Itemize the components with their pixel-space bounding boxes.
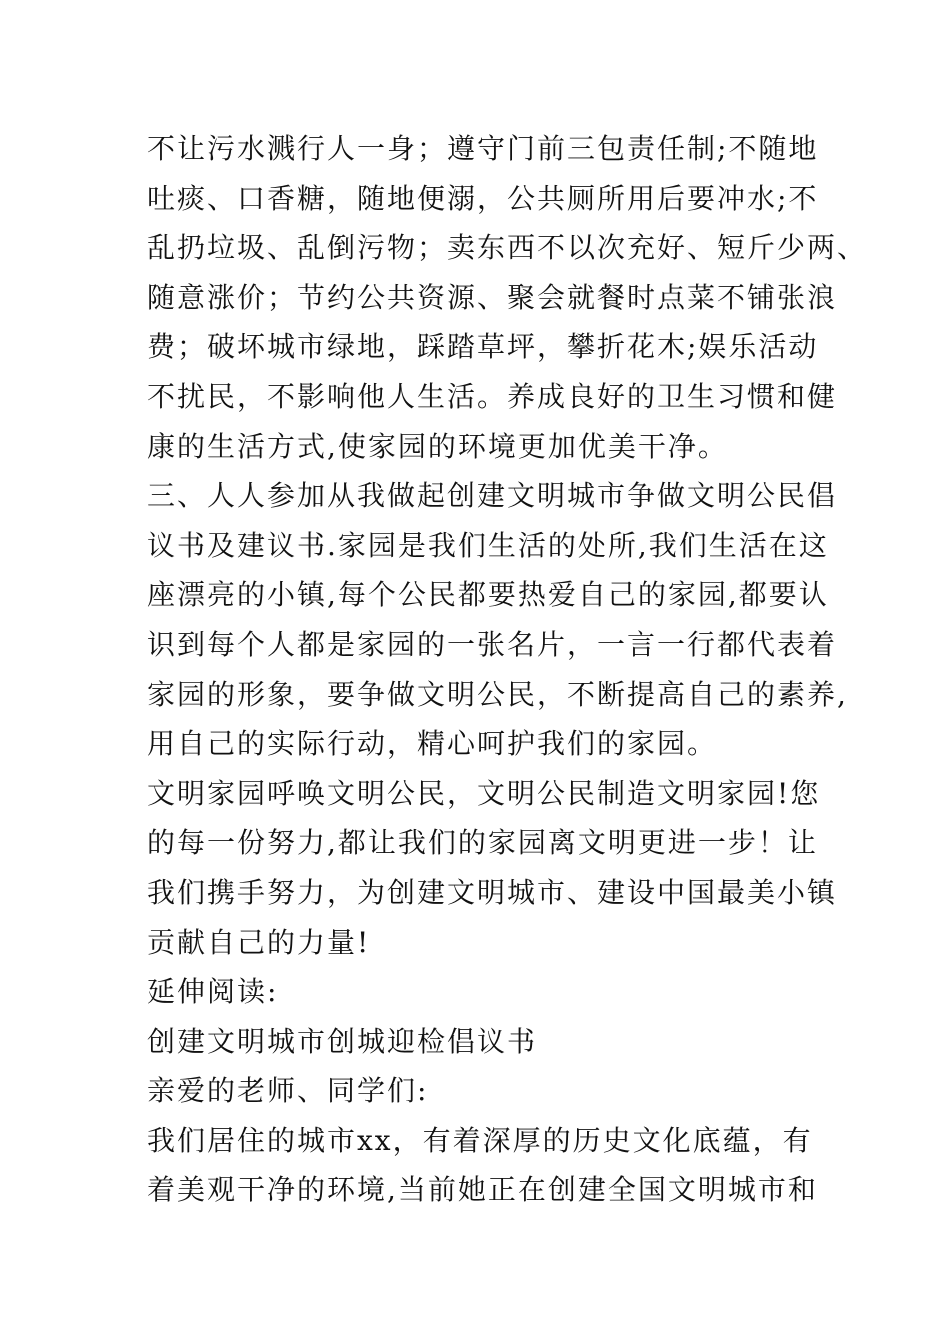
text-line: 康的生活方式,使家园的环境更加优美干净。: [147, 429, 728, 463]
text-line: 识到每个人都是家园的一张名片，一言一行都代表着: [147, 627, 838, 661]
text-line: 我们居住的城市xx，有着深厚的历史文化底蕴，有: [147, 1123, 813, 1157]
text-line: 随意涨价；节约公共资源、聚会就餐时点菜不铺张浪: [147, 280, 838, 314]
text-line: 议书及建议书.家园是我们生活的处所,我们生活在这: [147, 528, 829, 562]
text-line: 费；破坏城市绿地，踩踏草坪，攀折花木;娱乐活动: [147, 330, 819, 364]
text-line: 着美观干净的环境,当前她正在创建全国文明城市和: [147, 1173, 818, 1207]
salutation: 亲爱的老师、同学们:: [147, 1074, 429, 1108]
article-title: 创建文明城市创城迎检倡议书: [147, 1024, 538, 1058]
text-line: 不让污水溅行人一身；遵守门前三包责任制;不随地: [147, 132, 819, 165]
text-line: 不扰民，不影响他人生活。养成良好的卫生习惯和健: [147, 379, 838, 413]
text-line: 乱扔垃圾、乱倒污物；卖东西不以次充好、短斤少两、: [147, 231, 868, 265]
extended-reading-label: 延伸阅读:: [147, 975, 279, 1009]
text-line: 贡献自己的力量!: [147, 925, 371, 959]
text-line: 用自己的实际行动，精心呵护我们的家园。: [147, 727, 718, 761]
document-body: [147, 124, 868, 1215]
section-heading-line: 三、人人参加从我做起创建文明城市争做文明公民倡: [147, 479, 838, 513]
text-line: 座漂亮的小镇,每个公民都要热爱自己的家园,都要认: [147, 578, 829, 612]
text-line: 文明家园呼唤文明公民，文明公民制造文明家园!您: [147, 776, 821, 810]
text-line: 家园的形象，要争做文明公民，不断提高自己的素养,: [147, 677, 848, 711]
text-line: 的每一份努力,都让我们的家园离文明更进一步！让: [147, 826, 818, 860]
text-line: 我们携手努力，为创建文明城市、建设中国最美小镇: [147, 875, 838, 909]
text-line: 吐痰、口香糖，随地便溺，公共厕所用后要冲水;不: [147, 181, 819, 215]
